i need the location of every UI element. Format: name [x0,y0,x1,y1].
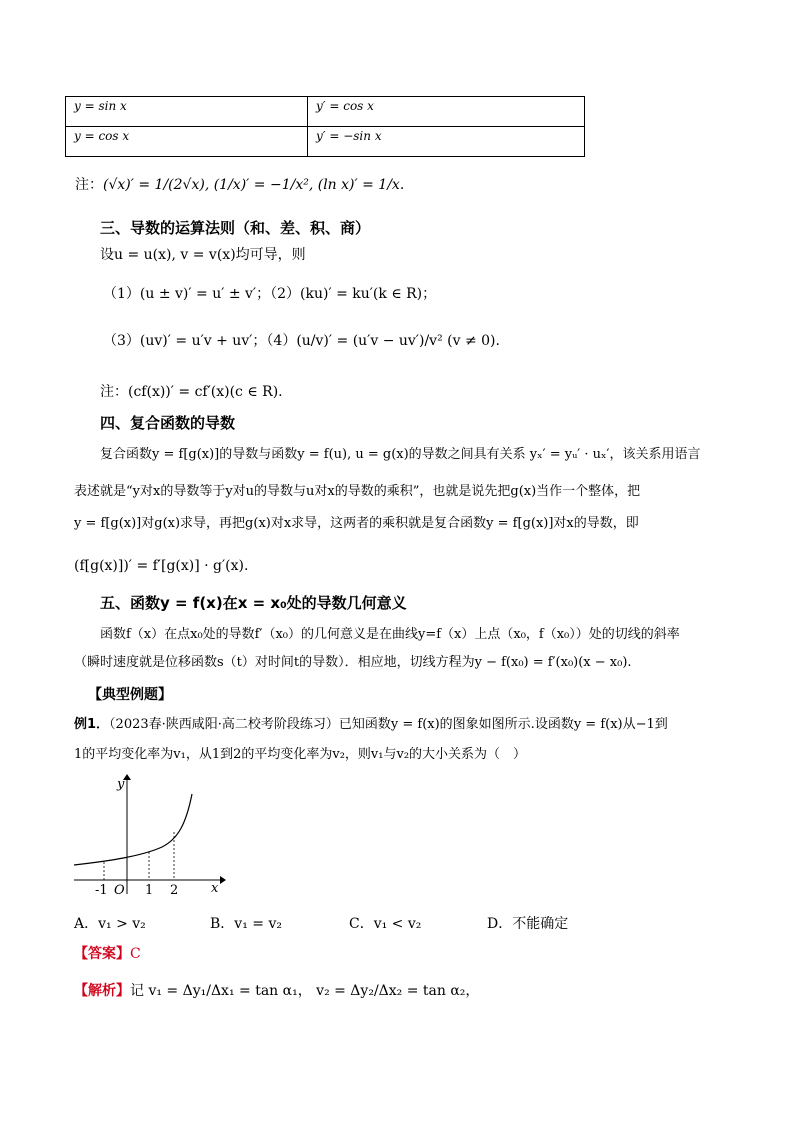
example-1-line-2: 1的平均变化率为v₁，从1到2的平均变化率为v₂，则v₁与v₂的大小关系为（ ） [74,747,527,762]
section-4-line-2: 表述就是“y对x的导数等于y对u的导数与u对x的导数的乘积”，也就是说先把g(x)当作一个整体，把 [74,484,641,499]
derivative-table [65,96,585,157]
section-5-heading: 五、函数y = f(x)在x = x₀处的导数几何意义 [100,594,407,612]
section-3-intro: 设u = u(x), v = v(x)均可导，则 [100,247,306,263]
function-curve [74,794,192,865]
option-c[interactable]: C．v₁ < v₂ [349,916,422,932]
section-4-line-4: (f[g(x)])′ = f′[g(x)] · g′(x). [74,558,249,574]
table-cell-derivative: y′ = −sin x [308,127,585,157]
option-d[interactable]: D．不能确定 [487,916,569,932]
section-3-heading: 三、导数的运算法则（和、差、积、商） [100,219,371,237]
table-row [66,127,585,157]
analysis-line [74,982,479,1000]
section-4-heading: 四、复合函数的导数 [100,414,236,432]
x-axis-label: x [211,881,219,896]
section-5-line-1: 函数f（x）在点x₀处的导数f′（x₀）的几何意义是在曲线y=f（x）上点（x₀，f（x₀））处的切线的斜率 [100,627,680,642]
x-axis-arrow [220,876,226,884]
example-1-line-1: 例1．（2023春·陕西咸阳·高二校考阶段练习）已知函数y = f(x)的图象如图所示.设函数y = f(x)从−1到 [74,717,668,732]
note-basic-derivatives: 注：(√x)′ = 1/(2√x), (1/x)′ = −1/x², (ln x)′ = 1/x. [75,177,405,193]
y-axis-label: y [117,777,125,792]
example-label: 例1． [74,717,110,732]
analysis-text: 记 v₁ = Δy₁/Δx₁ = tan α₁， v₂ = Δy₂/Δx₂ = tan α₂， [130,983,480,999]
option-b[interactable]: B．v₁ = v₂ [210,916,282,932]
table-row [66,97,585,127]
section-4-line-3: y = f[g(x)]对g(x)求导，再把g(x)对x求导，这两者的乘积就是复合函数y = f[g(x)]对x的导数，即 [74,516,639,531]
option-a[interactable]: A．v₁ > v₂ [74,916,146,932]
origin-label: O [114,883,125,897]
table-cell-function: y = sin x [66,97,308,127]
tick-label: 1 [145,883,154,897]
function-graph [70,772,230,897]
section-5-line-2: （瞬时速度就是位移函数s（t）对时间t的导数）．相应地，切线方程为y − f(x₀) = f′(x₀)(x − x₀). [74,655,632,670]
analysis-tag: 【解析】 [74,983,130,999]
rule-3-4: （3）(uv)′ = u′v + uv′；（4）(u/v)′ = (u′v − uv′)/v² (v ≠ 0). [103,333,500,349]
examples-heading: 【典型例题】 [88,687,172,703]
tick-label: -1 [95,883,108,897]
formula: (√x)′ = 1/(2√x), (1/x)′ = −1/x², (ln x)′ = 1/x. [103,177,405,193]
section-4-line-1: 复合函数y = f[g(x)]的导数与函数y = f(u), u = g(x)的导数之间具有关系 yₓ′ = yᵤ′ · uₓ′，该关系用语言 [100,447,701,462]
table-cell-derivative: y′ = cos x [308,97,585,127]
answer-tag: 【答案】 [74,946,130,962]
tick-label: 2 [170,883,179,897]
table-cell-function: y = cos x [66,127,308,157]
section-3-note: 注：(cf(x))′ = cf′(x)(c ∈ R). [100,384,283,400]
answer-value: C [130,946,141,962]
answer-line [74,945,141,963]
rule-1-2: （1）(u ± v)′ = u′ ± v′；（2）(ku)′ = ku′(k ∈ R)； [103,286,437,302]
